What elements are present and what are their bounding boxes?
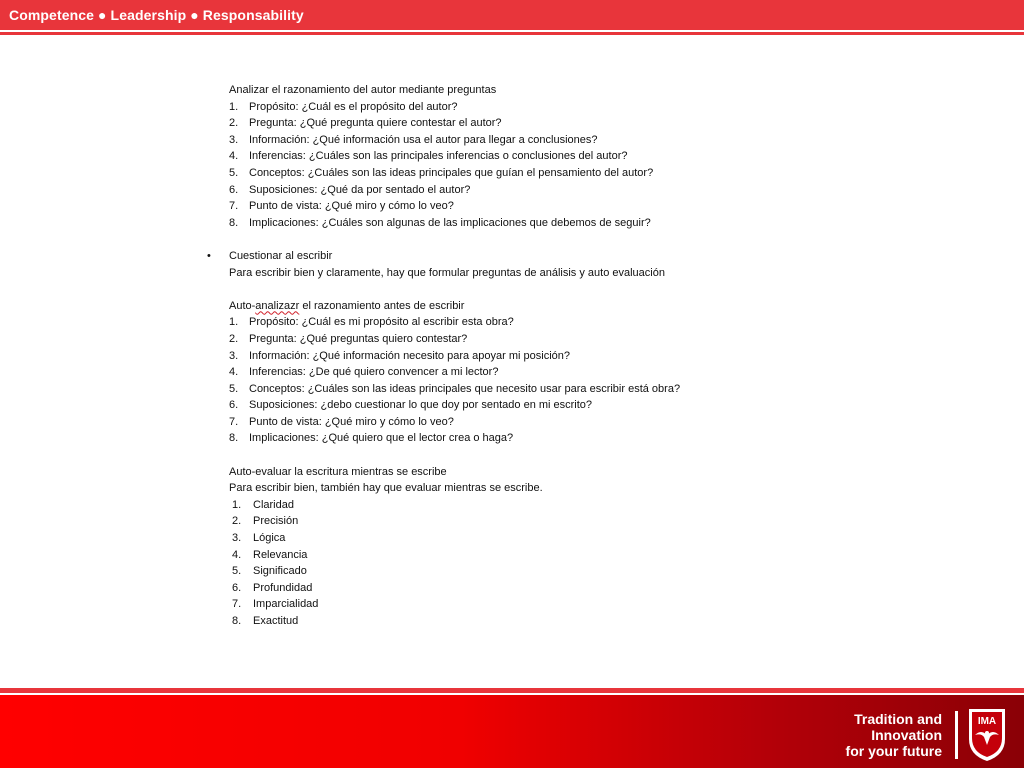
list-item: 6. Suposiciones: ¿debo cuestionar lo que doy por sentado en mi escrito? — [229, 399, 593, 412]
section3-list — [200, 497, 760, 630]
list-item: 5. Conceptos: ¿Cuáles son las ideas principales que necesito usar para escribir está obra? — [229, 382, 681, 395]
header-title: Competence ● Leadership ● Responsability — [9, 7, 304, 23]
header-bar — [0, 0, 1024, 30]
logo-divider — [955, 711, 958, 759]
spacer — [200, 447, 760, 464]
list-item: 8. Exactitud — [232, 615, 299, 627]
logo-text: IMA — [977, 716, 997, 727]
bullet-icon: • — [207, 249, 211, 262]
list-item: 7. Imparcialidad — [232, 598, 319, 611]
list-item: 3. Lógica — [232, 532, 286, 545]
list-item: 6. Profundidad — [232, 581, 313, 594]
list-item: 2. Precisión — [232, 515, 299, 528]
eagle-shield-icon — [965, 705, 1009, 763]
list-item: 2. Pregunta: ¿Qué preguntas quiero contestar? — [229, 332, 468, 345]
list-item: 6. Suposiciones: ¿Qué da por sentado el autor? — [229, 183, 471, 196]
section3-intro: Para escribir bien, también hay que evaluar mientras se escribe. — [229, 482, 543, 495]
list-item: 7. Punto de vista: ¿Qué miro y cómo lo veo? — [229, 200, 454, 213]
footer-bar — [0, 695, 1024, 768]
list-item: 7. Punto de vista: ¿Qué miro y cómo lo veo? — [229, 415, 454, 428]
document-content — [200, 82, 760, 630]
bullet-title: Cuestionar al escribir — [229, 249, 333, 262]
spacer — [200, 231, 760, 248]
header-divider-red — [0, 32, 1024, 35]
section2-heading: Auto-analizazr el razonamiento antes de escribir — [229, 299, 465, 312]
list-item: 4. Relevancia — [232, 548, 308, 561]
list-item: 1. Claridad — [232, 498, 294, 511]
footer-tagline: Tradition and Innovation for your future — [845, 711, 942, 759]
bullet-item — [200, 248, 760, 265]
section3-heading: Auto-evaluar la escritura mientras se escribe — [229, 465, 447, 478]
list-item: 8. Implicaciones: ¿Qué quiero que el lector crea o haga? — [229, 432, 514, 445]
list-item: 8. Implicaciones: ¿Cuáles son algunas de las implicaciones que debemos de seguir? — [229, 216, 651, 229]
list-item: 5. Significado — [232, 565, 307, 578]
list-item: 5. Conceptos: ¿Cuáles son las ideas principales que guían el pensamiento del autor? — [229, 166, 654, 179]
spacer — [200, 281, 760, 298]
list-item: 2. Pregunta: ¿Qué pregunta quiere contestar el autor? — [229, 117, 502, 130]
list-item: 1. Propósito: ¿Cuál es mi propósito al escribir esta obra? — [229, 316, 514, 329]
list-item: 3. Información: ¿Qué información necesito para apoyar mi posición? — [229, 349, 570, 362]
list-item: 1. Propósito: ¿Cuál es el propósito del autor? — [229, 100, 458, 113]
list-item: 4. Inferencias: ¿Cuáles son las principales inferencias o conclusiones del autor? — [229, 150, 628, 163]
section2-list — [200, 314, 760, 447]
section1-heading: Analizar el razonamiento del autor mediante preguntas — [229, 84, 497, 96]
section1-list — [200, 99, 760, 232]
list-item: 3. Información: ¿Qué información usa el autor para llegar a conclusiones? — [229, 133, 598, 146]
bullet-text: Para escribir bien y claramente, hay que formular preguntas de análisis y auto evaluación — [229, 266, 665, 279]
spellcheck-error[interactable]: analizazr — [255, 299, 300, 312]
list-item: 4. Inferencias: ¿De qué quiero convencer a mi lector? — [229, 366, 499, 379]
